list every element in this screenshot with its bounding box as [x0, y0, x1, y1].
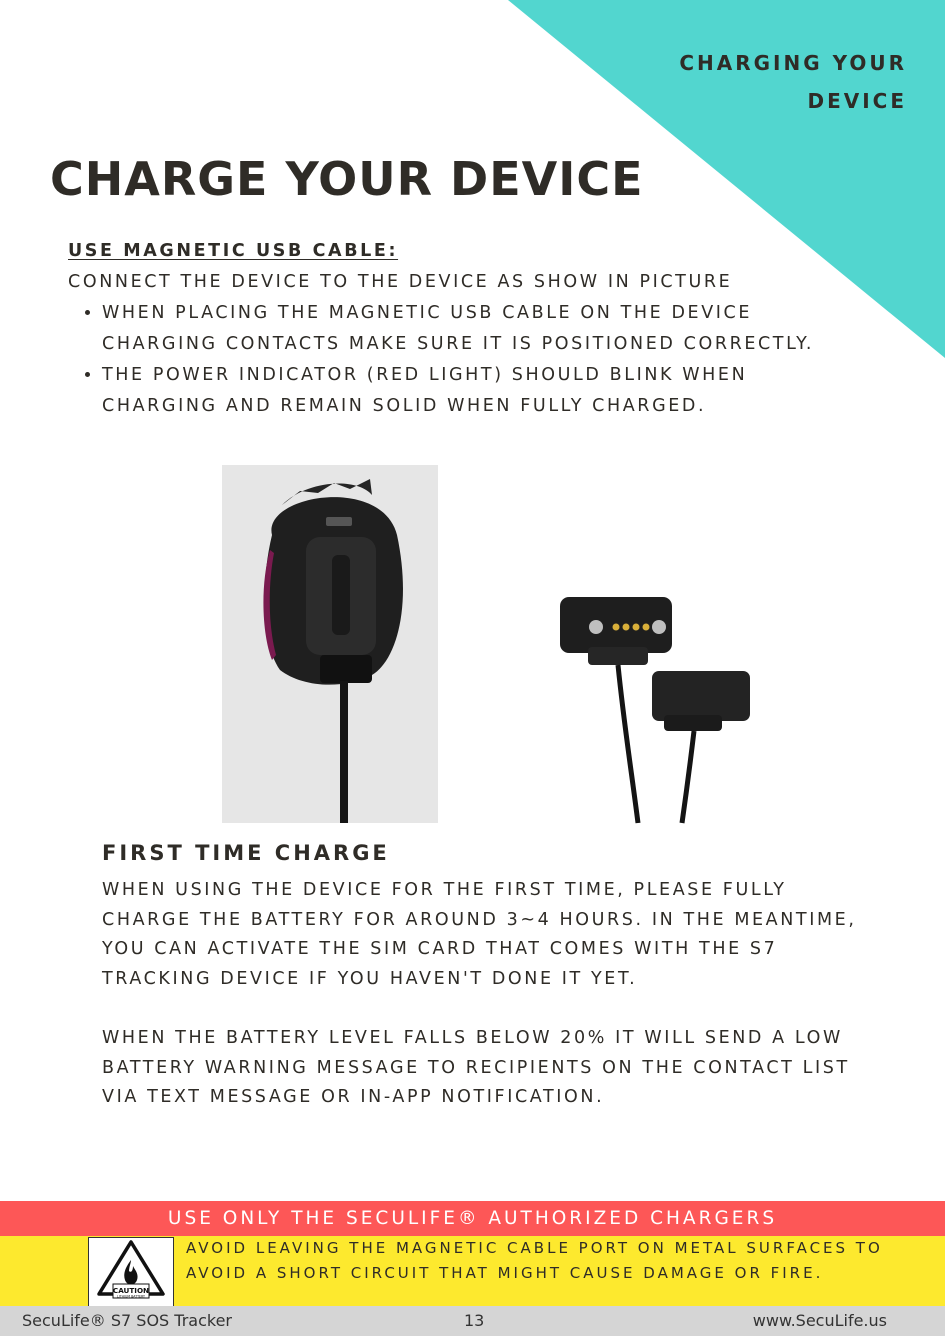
section-tag-line1: CHARGING YOUR: [679, 51, 907, 75]
list-item: • WHEN PLACING THE MAGNETIC USB CABLE ON THE DEVICE CHARGING CONTACTS MAKE SURE IT IS POSITIONED CORRECTLY.: [102, 298, 858, 360]
first-time-charge-section: [102, 838, 862, 1113]
page-footer: [0, 1306, 945, 1336]
list-item: • THE POWER INDICATOR (RED LIGHT) SHOULD BLINK WHEN CHARGING AND REMAIN SOLID WHEN FULLY CHARGED.: [102, 360, 858, 422]
magnetic-usb-cable-image: [548, 585, 768, 825]
first-time-charge-paragraph: WHEN USING THE DEVICE FOR THE FIRST TIME, PLEASE FULLY CHARGE THE BATTERY FOR AROUND 3~4 HOURS. IN THE MEANTIME, YOU CAN ACTIVATE THE SIM CARD THAT COMES WITH THE S7 TRACKING DEVICE IF YOU HAVEN'T DONE IT YET.: [102, 880, 857, 989]
caution-label-box: [88, 1237, 174, 1307]
magnetic-cable-subhead: USE MAGNETIC USB CABLE:: [68, 241, 399, 261]
section-tag: [679, 44, 907, 120]
caution-label-text: CAUTION: [112, 1286, 150, 1295]
caution-sublabel-text: LITHIUM BATTERY: [116, 1294, 146, 1299]
footer-website-link[interactable]: www.SecuLife.us: [752, 1311, 887, 1330]
fire-warning-icon: [89, 1238, 173, 1306]
low-battery-paragraph: WHEN THE BATTERY LEVEL FALLS BELOW 20% IT WILL SEND A LOW BATTERY WARNING MESSAGE TO RECIPIENTS ON THE CONTACT LIST VIA TEXT MESSAGE OR IN-APP NOTIFICATION.: [102, 1027, 850, 1108]
magnetic-cable-section: [68, 236, 858, 422]
footer-product-name: SecuLife® S7 SOS Tracker: [22, 1311, 232, 1330]
page-title: CHARGE YOUR DEVICE: [50, 152, 644, 206]
instruction-list: [68, 298, 858, 422]
section-tag-line2: DEVICE: [807, 89, 907, 113]
first-time-charge-heading: FIRST TIME CHARGE: [102, 841, 390, 865]
short-circuit-warning: AVOID LEAVING THE MAGNETIC CABLE PORT ON METAL SURFACES TO AVOID A SHORT CIRCUIT THAT MIGHT CAUSE DAMAGE OR FIRE.: [186, 1239, 883, 1282]
page-number: 13: [464, 1311, 485, 1330]
authorized-chargers-banner: USE ONLY THE SECULIFE® AUTHORIZED CHARGERS: [0, 1201, 945, 1236]
device-with-cable-image: [222, 465, 438, 823]
magnetic-cable-intro: CONNECT THE DEVICE TO THE DEVICE AS SHOW IN PICTURE: [68, 272, 733, 292]
